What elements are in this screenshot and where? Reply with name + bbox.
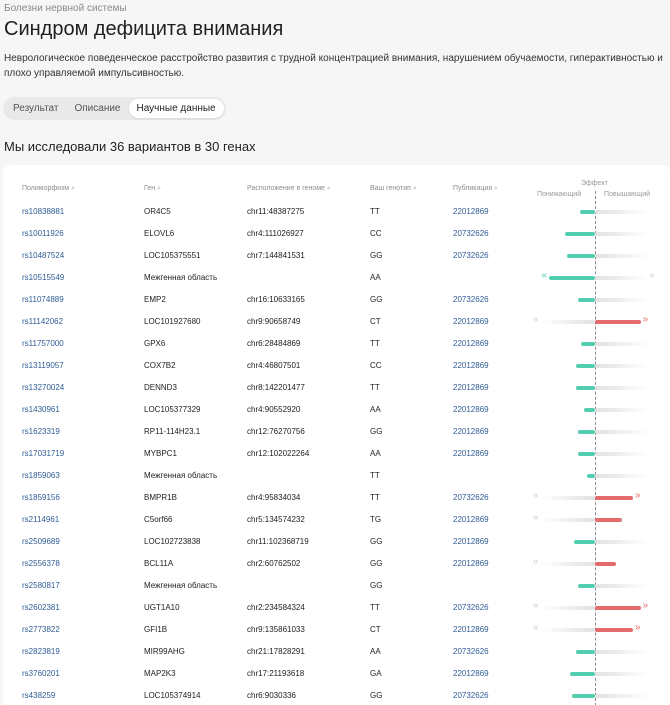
location-cell: chr9:135861033 xyxy=(247,625,305,634)
location-cell: chr11:48387275 xyxy=(247,207,305,216)
effect-bar-decrease xyxy=(567,254,596,258)
genotype-cell: TT xyxy=(370,493,380,502)
table-row xyxy=(3,687,670,705)
gene-cell: LOC105374914 xyxy=(144,691,201,700)
page-title: Синдром дефицита внимания xyxy=(4,18,284,40)
effect-low-label: Понижающий xyxy=(537,191,582,198)
snp-link[interactable]: rs2509689 xyxy=(22,537,60,546)
search-icon[interactable]: ⌕ xyxy=(494,185,499,192)
chevron-right-icon: » xyxy=(642,600,649,611)
location-cell: chr16:10633165 xyxy=(247,295,305,304)
snp-link[interactable]: rs10011926 xyxy=(22,229,64,238)
snp-link[interactable]: rs2580817 xyxy=(22,581,60,590)
publication-link[interactable]: 22012869 xyxy=(453,361,489,370)
effect-track xyxy=(595,430,649,434)
genotype-cell: TT xyxy=(370,207,380,216)
location-cell: chr7:144841531 xyxy=(247,251,305,260)
table-row xyxy=(3,313,670,335)
snp-link[interactable]: rs1859063 xyxy=(22,471,60,480)
location-cell: chr8:142201477 xyxy=(247,383,305,392)
location-cell: chr11:102368719 xyxy=(247,537,309,546)
snp-link[interactable]: rs10838881 xyxy=(22,207,65,216)
publication-link[interactable]: 20732626 xyxy=(453,295,489,304)
chevron-left-icon: « xyxy=(533,622,539,633)
effect-track xyxy=(595,254,649,258)
effect-bar-decrease xyxy=(572,694,595,698)
effect-bar-decrease xyxy=(587,474,595,478)
publication-link[interactable]: 22012869 xyxy=(453,383,489,392)
location-cell: chr6:9030336 xyxy=(247,691,296,700)
table-row xyxy=(3,379,670,401)
effect-bar-decrease xyxy=(581,342,595,346)
table-row xyxy=(3,665,670,687)
chevron-right-icon: » xyxy=(642,314,649,325)
genotype-cell: TG xyxy=(370,515,382,524)
effect-bar-increase xyxy=(595,518,622,522)
table-row xyxy=(3,555,670,577)
gene-cell: LOC101927680 xyxy=(144,317,201,326)
column-header-genotype[interactable]: Ваш генотип ⌕ xyxy=(370,185,417,192)
effect-track xyxy=(595,452,649,456)
column-header-gene[interactable]: Ген ⌕ xyxy=(144,185,162,192)
location-cell: chr4:90552920 xyxy=(247,405,301,414)
table-row xyxy=(3,203,670,225)
genotype-cell: CT xyxy=(370,317,381,326)
chevron-left-icon: « xyxy=(533,314,539,325)
effect-track xyxy=(541,606,595,610)
effect-track xyxy=(595,210,649,214)
genotype-cell: GG xyxy=(370,295,383,304)
effect-track xyxy=(595,408,649,412)
snp-link[interactable]: rs438259 xyxy=(22,691,56,700)
chevron-left-icon: « xyxy=(533,600,539,611)
snp-link[interactable]: rs17031719 xyxy=(22,449,65,458)
genotype-cell: AA xyxy=(370,405,381,414)
genotype-cell: TT xyxy=(370,339,380,348)
location-cell: chr4:95834034 xyxy=(247,493,301,502)
genotype-cell: GG xyxy=(370,691,383,700)
chevron-left-icon: « xyxy=(533,512,539,523)
effect-bar-decrease xyxy=(549,276,595,280)
effect-track xyxy=(541,628,595,632)
page-description: Неврологическое поведенческое расстройство развития с трудной концентрацией внимания, нарушением обучаемости, гиперактивностью и плохо управляемой импульсивностью. xyxy=(4,53,663,79)
gene-cell: DENND3 xyxy=(144,383,177,392)
publication-link[interactable]: 22012869 xyxy=(453,449,489,458)
location-cell: chr4:111026927 xyxy=(247,229,304,238)
table-row xyxy=(3,445,670,467)
publication-link[interactable]: 20732626 xyxy=(453,691,489,700)
snp-link[interactable]: rs10487524 xyxy=(22,251,65,260)
effect-bar-decrease xyxy=(574,540,595,544)
effect-bar-decrease xyxy=(565,232,595,236)
location-cell: chr12:102022264 xyxy=(247,449,310,458)
table-row xyxy=(3,643,670,665)
table-row xyxy=(3,225,670,247)
gene-cell: UGT1A10 xyxy=(144,603,180,612)
publication-link[interactable]: 20732626 xyxy=(453,603,489,612)
genotype-cell: CC xyxy=(370,229,382,238)
table-row xyxy=(3,577,670,599)
search-icon[interactable]: ⌕ xyxy=(326,185,331,192)
snp-link[interactable]: rs11074889 xyxy=(22,295,64,304)
snp-link[interactable]: rs2773822 xyxy=(22,625,60,634)
effect-track xyxy=(595,232,649,236)
chevron-right-icon: » xyxy=(635,490,641,501)
genotype-cell: GG xyxy=(370,427,383,436)
snp-link[interactable]: rs1859156 xyxy=(22,493,60,502)
snp-link[interactable]: rs2823819 xyxy=(22,647,60,656)
gene-cell: C5orf66 xyxy=(144,515,173,524)
table-row xyxy=(3,533,670,555)
publication-link[interactable]: 22012869 xyxy=(453,427,489,436)
chevron-right-icon: » xyxy=(649,270,655,281)
genotype-cell: GG xyxy=(370,537,383,546)
effect-high-label: Повышающий xyxy=(604,191,651,198)
effect-track xyxy=(595,474,649,478)
table-row xyxy=(3,269,670,291)
effect-bar-decrease xyxy=(580,210,595,214)
snp-link[interactable]: rs2114961 xyxy=(22,515,60,524)
effect-bar-decrease xyxy=(578,452,595,456)
chevron-right-icon: » xyxy=(635,622,641,633)
genotype-cell: AA xyxy=(370,273,381,282)
gene-cell: BMPR1B xyxy=(144,493,177,502)
snp-link[interactable]: rs11757000 xyxy=(22,339,64,348)
gene-cell: LOC105375551 xyxy=(144,251,201,260)
publication-link[interactable]: 22012869 xyxy=(453,515,489,524)
effect-track xyxy=(595,298,649,302)
publication-link[interactable]: 22012869 xyxy=(453,559,489,568)
snp-link[interactable]: rs11142062 xyxy=(22,317,64,326)
publication-link[interactable]: 22012869 xyxy=(453,339,489,348)
gene-cell: Межгенная область xyxy=(144,581,218,590)
effect-bar-decrease xyxy=(578,584,595,588)
breadcrumb[interactable]: Болезни нервной системы xyxy=(4,3,127,14)
effect-track xyxy=(541,562,595,566)
chevron-left-icon: « xyxy=(533,490,539,501)
publication-link[interactable]: 22012869 xyxy=(453,537,489,546)
effect-track xyxy=(595,342,649,346)
column-header-effect: Эффект xyxy=(581,180,608,187)
snp-link[interactable]: rs1623319 xyxy=(22,427,60,436)
snp-link[interactable]: rs1430961 xyxy=(22,405,60,414)
location-cell: chr5:134574232 xyxy=(247,515,305,524)
gene-cell: GPX6 xyxy=(144,339,166,348)
effect-track xyxy=(595,584,649,588)
gene-cell: Межгенная область xyxy=(144,273,218,282)
tab-bar xyxy=(3,97,226,120)
gene-cell: MYBPC1 xyxy=(144,449,177,458)
snp-link[interactable]: rs13270024 xyxy=(22,383,65,392)
effect-bar-decrease xyxy=(576,386,595,390)
table-row xyxy=(3,247,670,269)
table-row xyxy=(3,401,670,423)
table-row xyxy=(3,621,670,643)
table-row xyxy=(3,467,670,489)
publication-link[interactable]: 22012869 xyxy=(453,317,489,326)
gene-cell: ELOVL6 xyxy=(144,229,175,238)
effect-track xyxy=(595,694,649,698)
genotype-cell: GA xyxy=(370,669,382,678)
effect-bar-decrease xyxy=(576,364,595,368)
search-icon[interactable]: ⌕ xyxy=(157,185,162,192)
genotype-cell: CT xyxy=(370,625,381,634)
column-header-location[interactable]: Расположение в геноме ⌕ xyxy=(247,185,331,192)
variants-table xyxy=(3,165,670,705)
gene-cell: MIR99AHG xyxy=(144,647,185,656)
gene-cell: LOC102723838 xyxy=(144,537,201,546)
effect-bar-decrease xyxy=(578,430,595,434)
effect-bar-increase xyxy=(595,628,633,632)
gene-cell: RP11-114H23.1 xyxy=(144,427,201,436)
chevron-left-icon: « xyxy=(533,556,539,567)
snp-link[interactable]: rs3760201 xyxy=(22,669,60,678)
location-cell: chr6:28484869 xyxy=(247,339,301,348)
table-row xyxy=(3,335,670,357)
effect-track xyxy=(595,650,649,654)
column-header-publication[interactable]: Публикация ⌕ xyxy=(453,185,499,192)
table-row xyxy=(3,357,670,379)
publication-link[interactable]: 20732626 xyxy=(453,251,489,260)
genotype-cell: GG xyxy=(370,559,383,568)
gene-cell: OR4C5 xyxy=(144,207,171,216)
effect-track xyxy=(541,518,595,522)
location-cell: chr9:90658749 xyxy=(247,317,301,326)
effect-bar-decrease xyxy=(584,408,595,412)
table-row xyxy=(3,511,670,533)
gene-cell: GFI1B xyxy=(144,625,168,634)
publication-link[interactable]: 22012869 xyxy=(453,405,489,414)
publication-link[interactable]: 22012869 xyxy=(453,669,489,678)
genotype-cell: TT xyxy=(370,471,380,480)
effect-bar-increase xyxy=(595,562,616,566)
tab-scientific-data[interactable]: Научные данные xyxy=(129,99,224,118)
effect-track xyxy=(595,540,649,544)
genotype-cell: GG xyxy=(370,581,383,590)
location-cell: chr12:76270756 xyxy=(247,427,305,436)
location-cell: chr17:21193618 xyxy=(247,669,305,678)
table-row xyxy=(3,599,670,621)
column-header-snp[interactable]: Полиморфизм ⌕ xyxy=(22,185,75,192)
effect-bar-decrease xyxy=(578,298,595,302)
effect-bar-increase xyxy=(595,606,641,610)
gene-cell: LOC105377329 xyxy=(144,405,201,414)
effect-bar-decrease xyxy=(570,672,595,676)
snp-link[interactable]: rs2602381 xyxy=(22,603,60,612)
publication-link[interactable]: 22012869 xyxy=(453,207,489,216)
table-row xyxy=(3,489,670,511)
effect-bar-increase xyxy=(595,320,641,324)
search-icon[interactable]: ⌕ xyxy=(71,185,75,192)
effect-bar-increase xyxy=(595,496,633,500)
snp-link[interactable]: rs10515549 xyxy=(22,273,65,282)
gene-cell: BCL11A xyxy=(144,559,174,568)
gene-cell: COX7B2 xyxy=(144,361,176,370)
chevron-left-icon: « xyxy=(541,270,547,281)
location-cell: chr21:17828291 xyxy=(247,647,305,656)
publication-link[interactable]: 20732626 xyxy=(453,229,489,238)
snp-link[interactable]: rs2556378 xyxy=(22,559,60,568)
effect-track xyxy=(595,386,649,390)
location-cell: chr4:46807501 xyxy=(247,361,301,370)
gene-cell: MAP2K3 xyxy=(144,669,176,678)
publication-link[interactable]: 20732626 xyxy=(453,493,489,502)
location-cell: chr2:234584324 xyxy=(247,603,305,612)
effect-track xyxy=(541,320,595,324)
publication-link[interactable]: 20732626 xyxy=(453,647,489,656)
search-icon[interactable]: ⌕ xyxy=(412,185,417,192)
effect-track xyxy=(595,672,649,676)
genotype-cell: GG xyxy=(370,251,383,260)
gene-cell: EMP2 xyxy=(144,295,166,304)
table-row xyxy=(3,423,670,445)
genotype-cell: AA xyxy=(370,449,381,458)
gene-cell: Межгенная область xyxy=(144,471,218,480)
snp-link[interactable]: rs13119057 xyxy=(22,361,64,370)
effect-bar-decrease xyxy=(576,650,595,654)
genotype-cell: CC xyxy=(370,361,382,370)
table-row xyxy=(3,291,670,313)
effect-track xyxy=(541,496,595,500)
effect-track xyxy=(595,364,649,368)
publication-link[interactable]: 22012869 xyxy=(453,625,489,634)
location-cell: chr2:60762502 xyxy=(247,559,301,568)
tab-result[interactable]: Результат xyxy=(13,103,59,114)
genotype-cell: TT xyxy=(370,603,380,612)
effect-track xyxy=(595,276,649,280)
genotype-cell: TT xyxy=(370,383,380,392)
variants-summary: Мы исследовали 36 вариантов в 30 генах xyxy=(4,139,256,154)
genotype-cell: AA xyxy=(370,647,381,656)
tab-description[interactable]: Описание xyxy=(74,103,121,114)
